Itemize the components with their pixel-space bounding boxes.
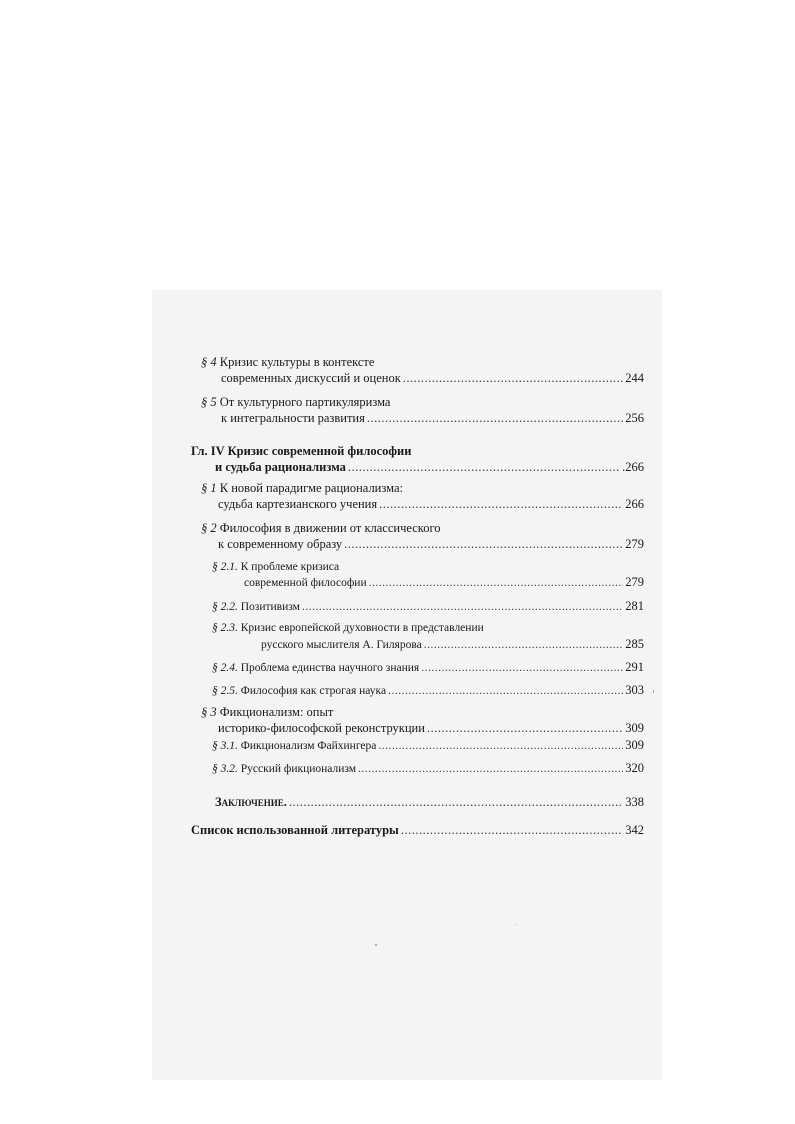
toc-entry-4-line1: [201, 354, 374, 370]
section-title: К проблеме кризиса: [240, 561, 340, 573]
toc-entry-2-1-line1: [212, 559, 339, 575]
section-title-cont: к интегральности развития: [221, 411, 365, 425]
scan-speck: [375, 944, 377, 946]
section-number: § 3: [201, 705, 217, 719]
toc-conclusion[interactable]: [215, 794, 644, 810]
dot-leader: [302, 599, 623, 615]
page-number: 244: [625, 371, 644, 385]
dot-leader: [358, 761, 623, 777]
dot-leader: [421, 660, 623, 676]
dot-leader: [401, 822, 623, 838]
section-title: Кризис европейской духовности в представлении: [240, 622, 484, 634]
toc-entry-4-line2[interactable]: [221, 370, 644, 386]
section-number: § 1: [201, 481, 217, 495]
toc-entry-2-4[interactable]: [212, 659, 644, 676]
dot-leader: [369, 575, 624, 591]
section-number: § 3.1.: [212, 740, 238, 752]
section-label: [212, 683, 386, 699]
bibliography-label: Список использованной литературы: [191, 823, 399, 837]
dot-leader: [378, 738, 623, 754]
toc-entry-3-1[interactable]: [212, 737, 644, 754]
page-number: 266: [625, 497, 644, 511]
section-title: Философия как строгая наука: [240, 685, 387, 697]
section-title: Философия в движении от классического: [219, 521, 441, 535]
section-label: [212, 599, 300, 615]
section-number: § 3.2.: [212, 763, 238, 775]
section-number: § 2: [201, 521, 217, 535]
section-number: § 2.1.: [212, 561, 238, 573]
toc-entry-1-line2[interactable]: [218, 496, 644, 512]
page-number: 281: [625, 599, 644, 613]
toc-entry-3-line1: [201, 704, 333, 720]
toc-entry-2-2[interactable]: [212, 598, 644, 615]
dot-leader: [344, 536, 623, 552]
dot-leader: [289, 794, 623, 810]
toc-entry-5-line2[interactable]: [221, 410, 644, 426]
dot-leader: [367, 410, 623, 426]
toc-entry-2-line2[interactable]: [218, 536, 644, 552]
page-number: 279: [625, 537, 644, 551]
page-number: 309: [625, 738, 644, 752]
dot-leader: [388, 683, 623, 699]
conclusion-label: Заключение.: [215, 795, 287, 809]
dot-leader: [424, 637, 624, 653]
section-number: § 2.2.: [212, 601, 238, 613]
section-number: § 2.5.: [212, 685, 238, 697]
toc-entry-2-1-line2[interactable]: [244, 574, 644, 591]
section-title-cont: к современному образу: [218, 537, 343, 551]
toc-bibliography[interactable]: [191, 822, 644, 838]
toc-entry-2-line1: [201, 520, 441, 536]
toc-entry-2-5[interactable]: [212, 682, 644, 699]
dot-leader: [427, 720, 623, 736]
chapter-4-title-line2[interactable]: [215, 459, 644, 475]
section-label: [212, 738, 376, 754]
dot-leader: [403, 370, 623, 386]
section-number: § 4: [201, 355, 217, 369]
scan-speck: [653, 690, 654, 693]
chapter-4-title-line1: Гл. IV Кризис современной философии: [191, 444, 412, 458]
section-title: Фикционализм: опыт: [219, 705, 334, 719]
page-number: .266: [622, 460, 644, 474]
section-title-cont: современной философии: [244, 577, 367, 589]
section-title: Русский фикционализм: [240, 763, 357, 775]
section-label: [212, 761, 356, 777]
page-number: 309: [625, 721, 644, 735]
section-number: § 5: [201, 395, 217, 409]
section-label: [212, 660, 419, 676]
section-title: Проблема единства научного знания: [240, 662, 420, 674]
section-number: § 2.4.: [212, 662, 238, 674]
page-number: 279: [625, 575, 644, 589]
section-title: Кризис культуры в контексте: [219, 355, 375, 369]
section-title-cont: историко-философской реконструкции: [218, 721, 425, 735]
page-number: 320: [625, 761, 644, 775]
scan-speck: [515, 924, 516, 925]
section-title-cont: судьба картезианского учения: [218, 497, 378, 511]
page-number: 256: [625, 411, 644, 425]
page-number: 285: [625, 637, 644, 651]
page-number: 338: [625, 795, 644, 809]
toc-entry-2-3-line2[interactable]: [261, 636, 644, 653]
page-number: 291: [625, 660, 644, 674]
section-title: К новой парадигме рационализма:: [219, 481, 403, 495]
chapter-title-cont: и судьба рационализма: [215, 460, 346, 474]
toc-entry-2-3-line1: [212, 620, 484, 636]
section-title: От культурного партикуляризма: [219, 395, 391, 409]
toc-entry-5-line1: [201, 394, 390, 410]
page-number: 303: [625, 683, 644, 697]
toc-entry-3-line2[interactable]: [218, 720, 644, 736]
toc-entry-1-line1: [201, 480, 403, 496]
page-number: 342: [625, 823, 644, 837]
toc-entry-3-2[interactable]: [212, 760, 644, 777]
dot-leader: [379, 496, 623, 512]
section-title: Позитивизм: [240, 601, 300, 613]
section-title-cont: современных дискуссий и оценок: [221, 371, 401, 385]
dot-leader: [348, 459, 620, 475]
section-number: § 2.3.: [212, 622, 238, 634]
section-title: Фикционализм Файхингера: [240, 740, 377, 752]
section-title-cont: русского мыслителя А. Гилярова: [261, 639, 422, 651]
